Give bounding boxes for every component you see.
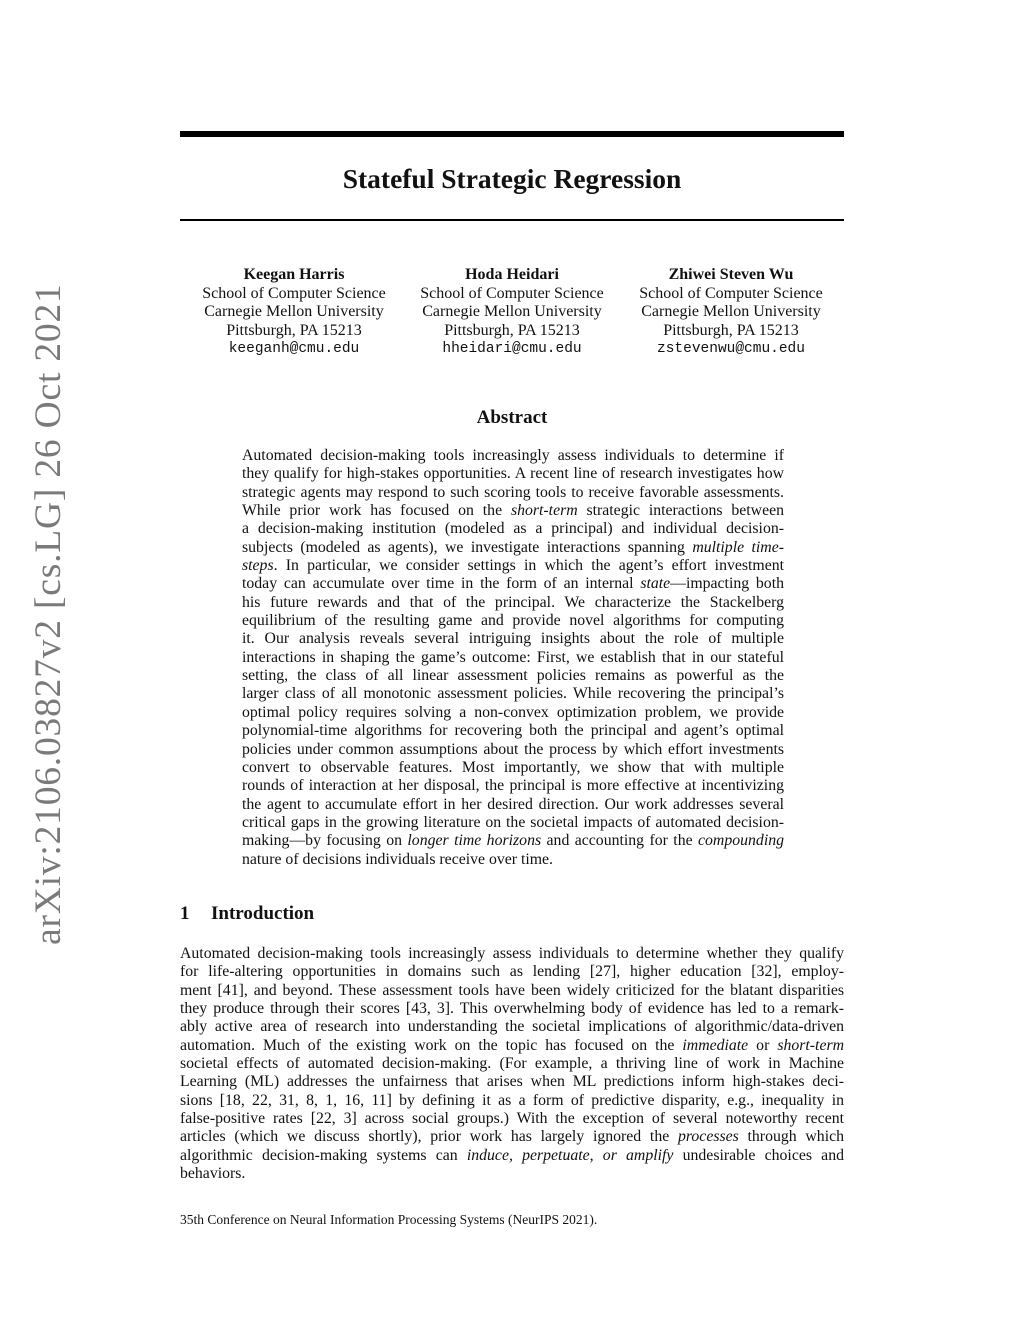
text-segment: equilibrium of the resulting game and provide novel algorithms for computing [242, 612, 784, 630]
conference-footnote: 35th Conference on Neural Information Processing Systems (NeurIPS 2021). [180, 1212, 598, 1227]
text-segment: Automated decision-making tools increasingly assess individuals to determine if [242, 447, 784, 464]
text-line [180, 963, 844, 981]
abstract-body [242, 447, 784, 869]
text-segment: ment [41], and beyond. These assessment tools have been widely criticized for the blatant disparities [180, 981, 844, 999]
emphasis-text: steps [242, 557, 274, 575]
emphasis-text: compounding [698, 832, 784, 850]
author-name: Zhiwei Steven Wu [668, 266, 794, 283]
text-line [242, 447, 784, 465]
text-line [180, 1037, 844, 1055]
text-segment: behaviors. [180, 1165, 246, 1183]
title-top-rule [180, 131, 844, 137]
text-segment: false-positive rates [22, 3] across social groups.) With the exception of several noteworthy recent [180, 1110, 844, 1128]
text-segment: they produce through their scores [43, 3]. This overwhelming body of evidence has led to a remark- [180, 1000, 844, 1018]
section-title: Introduction [211, 903, 315, 924]
text-line [242, 502, 784, 520]
emphasis-text: longer time horizons [407, 832, 542, 850]
section-number: 1 [180, 903, 190, 924]
text-line [242, 520, 784, 538]
text-line [242, 851, 784, 869]
introduction-body [180, 945, 844, 1183]
text-segment: strategic agents may respond to such scoring tools to receive favorable assessments. [242, 483, 784, 501]
text-segment: ably active area of research into understanding the societal implications of algorithmic/data-driven [180, 1018, 844, 1036]
author-block [174, 266, 414, 359]
title-bottom-rule [180, 219, 844, 221]
section-heading [180, 902, 314, 926]
author-institution: Carnegie Mellon University [422, 303, 602, 320]
text-segment: subjects (modeled as agents), we investigate interactions spanning [242, 538, 693, 556]
text-segment: larger class of all monotonic assessment policies. While recovering the principal’s [242, 685, 784, 703]
text-segment: nature of decisions individuals receive over time. [242, 850, 554, 868]
author-address: Pittsburgh, PA 15213 [226, 321, 362, 339]
emphasis-text: processes [677, 1128, 739, 1146]
text-segment: a decision-making institution (modeled as a principal) and individual decision- [242, 520, 784, 538]
text-line [242, 667, 784, 685]
text-segment: sions [18, 22, 31, 8, 1, 16, 11] by defining it as a form of predictive disparity, e.g., inequality in [180, 1091, 844, 1109]
text-segment: setting, the class of all linear assessment policies remains as powerful as the [242, 667, 784, 685]
text-segment: undesirable choices and [673, 1146, 844, 1164]
text-line [180, 1073, 844, 1091]
text-line [242, 484, 784, 502]
text-line [242, 649, 784, 667]
text-segment: convert to observable features. Most importantly, we show that with multiple [242, 758, 784, 776]
author-block [611, 266, 851, 359]
text-line [180, 1165, 844, 1183]
author-name: Keegan Harris [243, 266, 345, 283]
author-address: Pittsburgh, PA 15213 [663, 321, 799, 339]
text-line [242, 704, 784, 722]
text-line [242, 612, 784, 630]
emphasis-text: short-term [777, 1036, 844, 1054]
text-segment: Automated decision-making tools increasingly assess individuals to determine whether they qualify [180, 945, 844, 962]
text-segment: Learning (ML) addresses the unfairness that arises when ML predictions inform high-stakes deci- [180, 1073, 844, 1091]
text-line [242, 630, 784, 648]
text-line [242, 575, 784, 593]
text-segment: articles (which we discuss shortly), prior work has largely ignored the [180, 1128, 678, 1146]
text-line [242, 465, 784, 483]
text-segment: polynomial-time algorithms for recovering both the principal and agent’s optimal [242, 722, 784, 740]
text-segment: they qualify for high-stakes opportunities. A recent line of research investigates how [242, 465, 784, 483]
text-segment: societal effects of automated decision-making. (For example, a thriving line of work in Machine [180, 1055, 844, 1073]
text-segment: optimal policy requires solving a non-convex optimization problem, we provide [242, 703, 784, 721]
author-address: Pittsburgh, PA 15213 [444, 321, 580, 339]
author-department: School of Computer Science [639, 284, 823, 302]
text-line [180, 982, 844, 1000]
text-segment: interactions in shaping the game’s outcome: First, we establish that in our stateful [242, 648, 784, 666]
text-line [180, 1018, 844, 1036]
text-segment: today can accumulate over time in the form of an internal [242, 575, 641, 593]
author-institution: Carnegie Mellon University [204, 303, 384, 320]
text-line [180, 1092, 844, 1110]
text-line [180, 1000, 844, 1018]
text-segment: rounds of interaction at her disposal, the principal is more effective at incentivizing [242, 777, 784, 795]
text-segment: automation. Much of the existing work on the topic has focused on the [180, 1036, 683, 1054]
text-segment: or [748, 1036, 778, 1054]
text-line [242, 722, 784, 740]
author-institution: Carnegie Mellon University [641, 303, 821, 320]
text-line [180, 1128, 844, 1146]
emphasis-text: immediate [682, 1036, 749, 1054]
arxiv-identifier: arXiv:2106.03827v2 [cs.LG] 26 Oct 2021 [28, 283, 69, 945]
text-line [180, 1147, 844, 1165]
text-segment: and accounting for the [541, 832, 699, 850]
text-line [242, 594, 784, 612]
text-line [242, 685, 784, 703]
text-segment: strategic interactions between [577, 502, 784, 520]
emphasis-text: state [640, 575, 671, 593]
text-segment: through which [738, 1128, 844, 1146]
text-line [242, 814, 784, 832]
text-line [242, 796, 784, 814]
author-department: School of Computer Science [202, 284, 386, 302]
text-line [242, 777, 784, 795]
text-line [180, 945, 844, 963]
text-segment: . In particular, we consider settings in which the agent’s effort investment [273, 557, 784, 575]
text-line [242, 741, 784, 759]
author-email: zstevenwu@cmu.edu [657, 341, 805, 357]
text-segment: for life-altering opportunities in domains such as lending [27], higher education [32], employ- [180, 963, 844, 981]
text-segment: While prior work has focused on the [242, 502, 511, 520]
text-line [242, 539, 784, 557]
author-department: School of Computer Science [420, 284, 604, 302]
text-line [242, 557, 784, 575]
emphasis-text: multiple time- [692, 538, 784, 556]
author-email: keeganh@cmu.edu [228, 341, 360, 357]
author-block [392, 266, 632, 359]
author-email: hheidari@cmu.edu [442, 341, 582, 357]
text-line [180, 1055, 844, 1073]
text-segment: making—by focusing on [242, 832, 408, 850]
text-segment: his future rewards and that of the principal. We characterize the Stackelberg [242, 593, 784, 611]
text-segment: it. Our analysis reveals several intriguing insights about the role of multiple [242, 630, 784, 648]
text-segment: policies under common assumptions about the process by which effort investments [242, 740, 784, 758]
emphasis-text: short-term [510, 502, 578, 520]
text-line [242, 832, 784, 850]
text-segment: —impacting both [670, 575, 784, 593]
text-line [180, 1110, 844, 1128]
author-name: Hoda Heidari [465, 266, 559, 283]
paper-title: Stateful Strategic Regression [342, 163, 682, 194]
text-segment: the agent to accumulate effort in her desired direction. Our work addresses several [242, 795, 784, 813]
abstract-heading: Abstract [476, 407, 548, 428]
emphasis-text: induce, perpetuate, or amplify [466, 1146, 674, 1164]
text-segment: critical gaps in the growing literature on the societal impacts of automated decision- [242, 813, 784, 831]
text-segment: algorithmic decision-making systems can [180, 1146, 467, 1164]
text-line [242, 759, 784, 777]
